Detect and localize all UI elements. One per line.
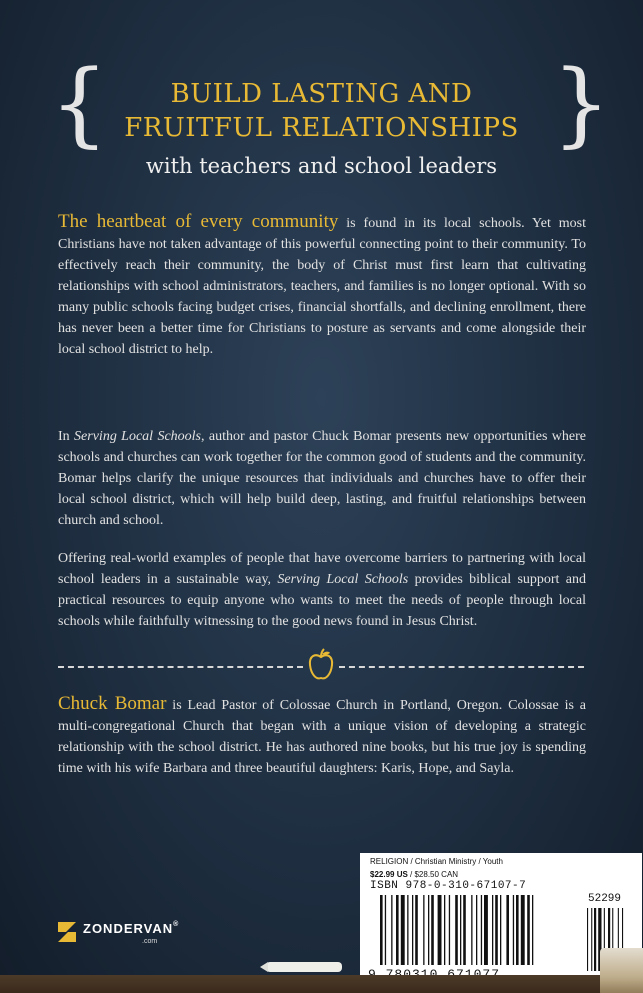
book-title: Serving Local Schools <box>277 572 409 587</box>
subheadline: with teachers and school leaders <box>145 154 498 178</box>
author-bio-text: is Lead Pastor of Colossae Church in Portland, Oregon. Colossae is a multi-congregational Church that began with a unique vision of developing a strategic relationship with the school district. He has authored nine books, but his true joy is spending time with his wife Barbara and three beautiful daughters: Karis, Hope, and Sayla. <box>58 698 586 776</box>
price <box>370 870 458 879</box>
description-paragraph-1 <box>58 211 586 360</box>
price-us: $22.99 US <box>370 870 408 879</box>
bisac-category: RELIGION / Christian Ministry / Youth <box>370 857 503 866</box>
publisher-domain: .com <box>142 938 158 945</box>
paragraph-3-text: provides biblical support and practical resources to equip anyone who wants to meet the needs of people through local schools while faithfully witnessing to the good news found in Jesus Christ. <box>58 572 586 629</box>
chalk-icon <box>260 960 345 974</box>
registered-mark: ® <box>173 921 180 928</box>
barcode-addon-number: 52299 <box>588 893 622 905</box>
author-bio <box>58 693 586 779</box>
paragraph-3-intro: Offering real-world examples of people that have overcome barriers to partnering with local school leaders in a sustainable way, <box>58 551 586 587</box>
headline <box>100 77 543 145</box>
zondervan-z-icon <box>56 920 78 944</box>
paragraph-2-text: , author and pastor Chuck Bomar presents new opportunities where schools and churches can work together for the common good of students and the community. Bomar helps clarify the unique resources that individuals and churches have to offer their local school district, which will help build deep, lasting, and fruitful relationships between church and school. <box>58 429 586 528</box>
divider-right <box>339 666 584 668</box>
publisher-name <box>83 921 179 936</box>
paragraph-1-text: is found in its local schools. Yet most Christians have not taken advantage of this powerful connecting point to their community. To effectively reach their community, the body of Christ must first learn that cultivating relationships with school administrators, teachers, and families is no longer optional. With so many public schools facing budget crises, financial shortfalls, and declining enrollment, there has never been a better time for Christians to posture as servants and come alongside their local school district to help. <box>58 216 586 357</box>
book-title: Serving Local Schools <box>74 429 201 444</box>
headline-line-2: FRUITFUL RELATIONSHIPS <box>124 113 519 143</box>
paragraph-2-intro: In <box>58 429 75 444</box>
headline-line-1: BUILD LASTING AND <box>170 79 473 109</box>
price-can: / $28.50 CAN <box>407 870 459 879</box>
apple-icon <box>307 648 335 682</box>
lead-phrase: The heartbeat of every community <box>58 211 339 232</box>
description-paragraph-2 <box>58 426 586 531</box>
eraser-icon <box>600 948 643 993</box>
author-name: Chuck Bomar <box>58 693 167 714</box>
chalk-tray <box>0 975 643 993</box>
isbn: ISBN 978-0-310-67107-7 <box>370 880 527 892</box>
divider-left <box>58 666 303 668</box>
left-brace: { <box>50 50 109 157</box>
publisher-wordmark: ZONDERVAN <box>83 921 174 936</box>
right-brace: } <box>552 50 611 157</box>
publisher-logo <box>56 916 216 946</box>
barcode-icon <box>378 895 578 971</box>
description-paragraph-3 <box>58 548 586 632</box>
